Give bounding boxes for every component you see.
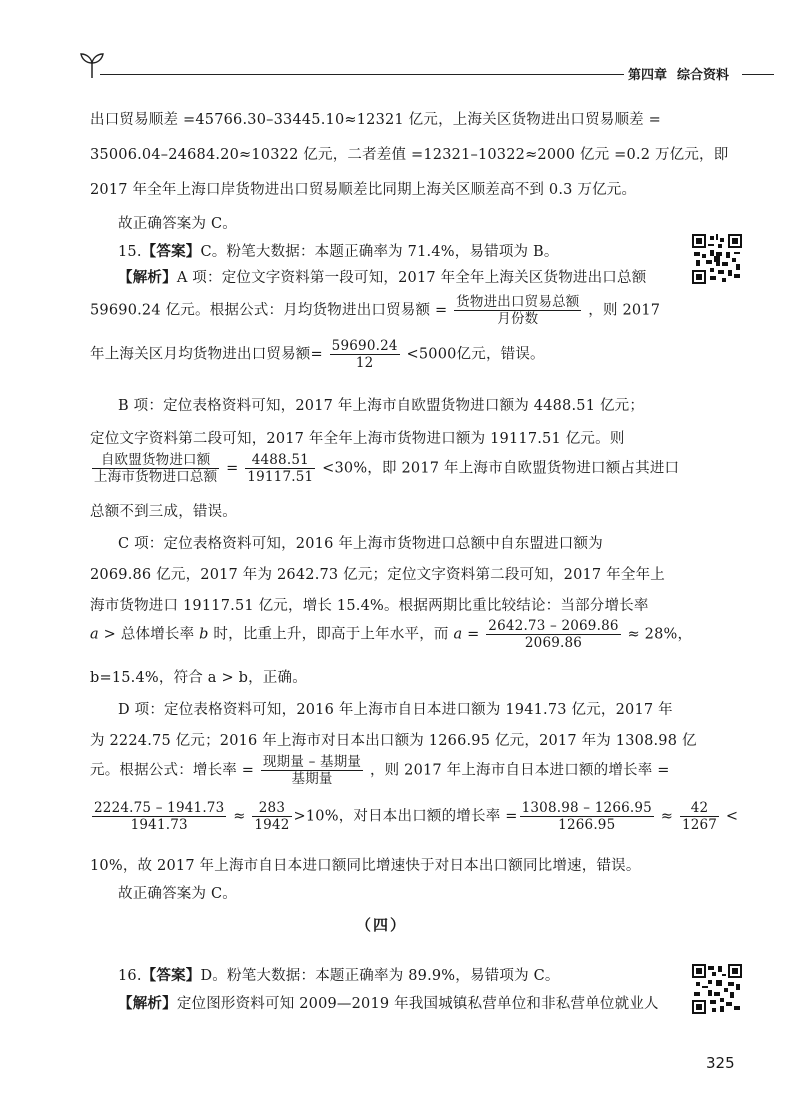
text-span: >10%，对日本出口额的增长率 =: [293, 808, 518, 825]
text-span: =: [226, 460, 239, 477]
analysis-tag: 【解析】: [118, 269, 177, 286]
fraction-denominator: 19117.51: [247, 469, 314, 485]
question-number: 16.: [118, 968, 142, 984]
text-line: D 项：定位表格资料可知，2016 年上海市自日本进口额为 1941.73 亿元，2017 年: [118, 702, 673, 718]
fraction-denominator: 上海市货物进口总额: [94, 469, 218, 485]
fraction: [330, 338, 400, 371]
text-span: 年上海关区月均货物进出口贸易额=: [90, 346, 323, 363]
text-span: ≈ 28%，: [627, 626, 693, 643]
text-line: 海市货物进口 19117.51 亿元，增长 15.4%。根据两期比重比较结论：当部分增长率: [90, 598, 649, 614]
text-line: b=15.4%，符合 a > b，正确。: [90, 670, 307, 686]
section-title: （四）: [356, 916, 408, 934]
text-span: ，则 2017: [588, 302, 661, 319]
text-line: 出口贸易顺差 =45766.30–33445.10≈12321 亿元，上海关区货物进出口贸易顺差 =: [90, 112, 662, 128]
text-line: [118, 268, 698, 288]
analysis-tag: 【解析】: [118, 995, 177, 1012]
fraction-numerator: 2642.73 – 2069.86: [488, 618, 619, 634]
answer-tag: 【答案】: [141, 967, 201, 984]
fraction: [261, 754, 363, 787]
fraction-numerator: 现期量 – 基期量: [262, 754, 362, 770]
variable-a: a: [90, 626, 99, 643]
qr-code-icon[interactable]: [692, 964, 742, 1014]
text-line: 10%，故 2017 年上海市自日本进口额同比增速快于对日本出口额同比增速，错误。: [90, 858, 641, 874]
answer-text: D。粉笔大数据：本题正确率为 89.9%，易错项为 C。: [200, 968, 560, 984]
fraction-numerator: 货物进出口贸易总额: [456, 294, 580, 310]
formula-line: [90, 338, 670, 371]
text-span: ≈: [655, 808, 678, 825]
formula-line: [90, 754, 670, 787]
analysis-text: 定位图形资料可知 2009—2019 年我国城镇私营单位和非私营单位就业人: [176, 996, 659, 1012]
fraction: [92, 452, 219, 485]
page-number: 325: [706, 1054, 735, 1072]
fraction: [680, 800, 719, 833]
fraction: [245, 452, 315, 485]
fraction-denominator: 1267: [681, 817, 718, 833]
answer-text: C。粉笔大数据：本题正确率为 71.4%，易错项为 B。: [200, 244, 559, 260]
header-rule: [100, 74, 660, 75]
formula-line: [90, 800, 739, 833]
text-line: 故正确答案为 C。: [118, 216, 238, 232]
sprout-icon: [78, 50, 106, 80]
answer-tag: 【答案】: [141, 243, 201, 260]
fraction-denominator: 1942: [254, 817, 290, 833]
fraction-denominator: 1266.95: [558, 817, 616, 833]
fraction-denominator: 1941.73: [130, 817, 188, 833]
text-line: 定位文字资料第二段可知，2017 年全年上海市货物进口额为 19117.51 亿元。则: [90, 431, 625, 447]
formula-line: [90, 618, 693, 651]
text-line: 2017 年全年上海口岸货物进出口贸易顺差比同期上海关区顺差高不到 0.3 万亿元。: [90, 182, 637, 198]
analysis-text: A 项：定位文字资料第一段可知，2017 年全年上海关区货物进出口总额: [176, 270, 647, 286]
header-rule-end: [742, 74, 774, 75]
header-section: 综合资料: [677, 68, 730, 83]
fraction-denominator: 2069.86: [524, 635, 583, 651]
fraction-numerator: 1308.98 – 1266.95: [521, 800, 652, 816]
text-span: 59690.24 亿元。根据公式：月均货物进出口贸易额 =: [90, 302, 448, 319]
fraction-denominator: 月份数: [497, 311, 539, 327]
formula-line: [90, 452, 680, 485]
text-span: > 总体增长率: [98, 626, 200, 643]
fraction: [486, 618, 620, 651]
page-header: [74, 44, 774, 84]
text-line: 35006.04–24684.20≈10322 亿元，二者差值 =12321–10322≈2000 亿元 =0.2 万亿元，即: [90, 147, 729, 163]
header-title: [624, 64, 743, 83]
text-span: <30%，即 2017 年上海市自欧盟货物进口额占其进口: [322, 460, 680, 477]
fraction-numerator: 自欧盟货物进口额: [92, 452, 219, 469]
fraction: [92, 800, 226, 833]
variable-b: b: [199, 626, 209, 643]
text-span: ，则 2017 年上海市自日本进口额的增长率 =: [369, 762, 670, 779]
text-span: 时，比重上升，即高于上年水平，而: [208, 626, 454, 643]
q16-analysis-line: [118, 994, 698, 1014]
fraction-numerator: 283: [252, 800, 291, 817]
qr-code-icon[interactable]: [692, 234, 742, 284]
text-line: B 项：定位表格资料可知，2017 年上海市自欧盟货物进口额为 4488.51 亿元；: [118, 398, 645, 414]
text-span: =: [462, 626, 485, 643]
fraction-denominator: 12: [355, 355, 374, 371]
header-chapter: 第四章: [628, 68, 668, 83]
fraction: [520, 800, 654, 833]
q16-answer-line: [118, 966, 698, 986]
text-line: 2069.86 亿元，2017 年为 2642.73 亿元；定位文字资料第二段可知，2017 年全年上: [90, 567, 665, 583]
text-line: C 项：定位表格资料可知，2016 年上海市货物进口总额中自东盟进口额为: [118, 536, 603, 552]
formula-line: [90, 294, 670, 327]
text-line: 为 2224.75 亿元；2016 年上海市对日本出口额为 1266.95 亿元，2017 年为 1308.98 亿: [90, 733, 697, 749]
text-span: <5000亿元，错误。: [406, 346, 545, 363]
text-span: ≈: [228, 808, 251, 825]
text-span: 元。根据公式：增长率 =: [90, 762, 255, 779]
fraction: [454, 294, 581, 327]
fraction: [252, 800, 291, 833]
variable-a: a: [453, 626, 463, 643]
q15-answer-line: [118, 242, 698, 262]
text-line: 故正确答案为 C。: [118, 886, 238, 902]
question-number: 15.: [118, 244, 142, 260]
fraction-numerator: 4488.51: [245, 452, 315, 469]
fraction-denominator: 基期量: [291, 771, 333, 787]
text-line: 总额不到三成，错误。: [90, 504, 237, 520]
fraction-numerator: 2224.75 – 1941.73: [94, 800, 225, 816]
fraction-numerator: 59690.24: [331, 338, 398, 354]
fraction-numerator: 42: [680, 800, 719, 817]
text-span: <: [721, 808, 739, 825]
